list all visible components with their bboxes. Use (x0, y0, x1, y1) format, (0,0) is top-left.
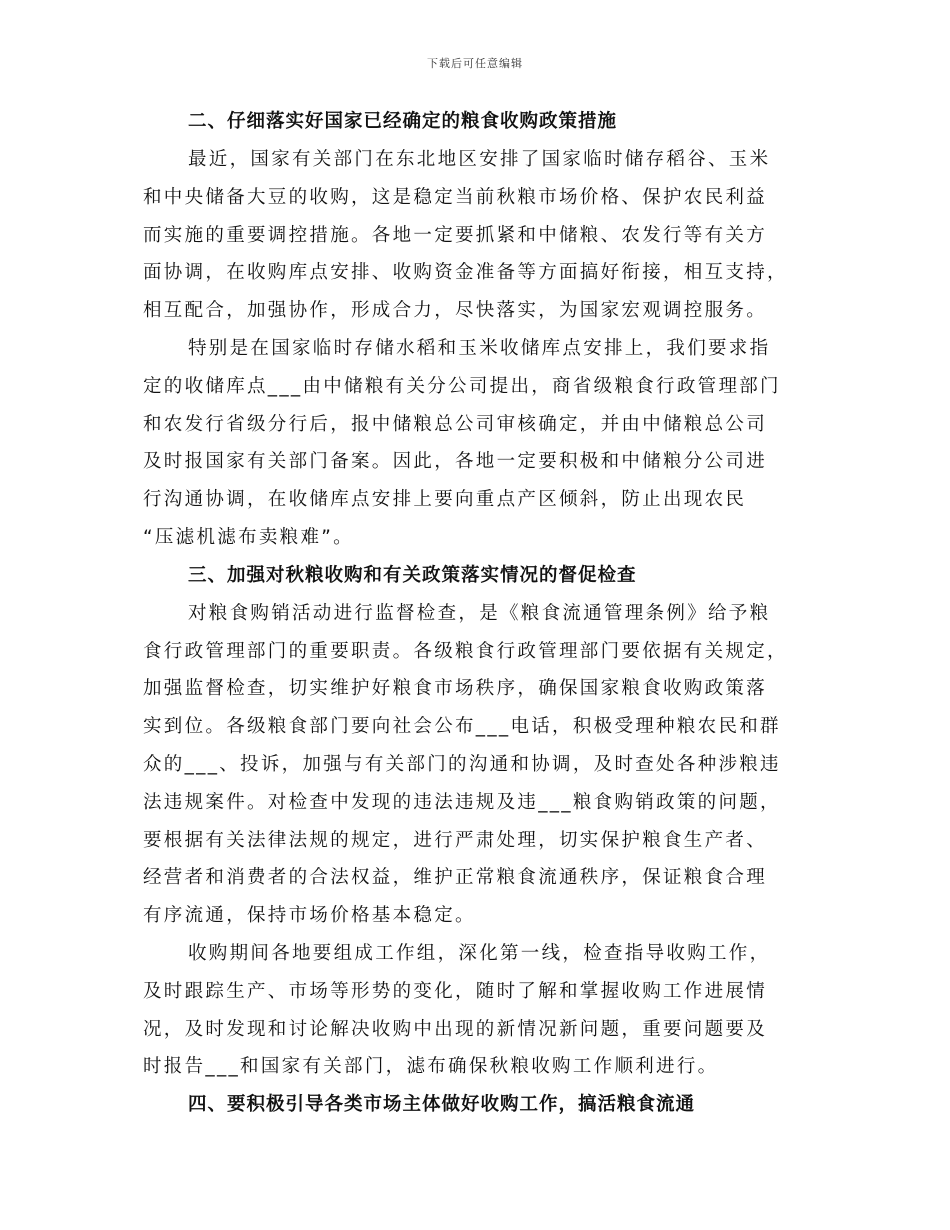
text-line: 定的收储库点___由中储粮有关分公司提出，商省级粮食行政管理部门 (143, 375, 781, 397)
text-line: “压滤机滤布卖粮难”。 (143, 526, 354, 548)
text-line: 相互配合，加强协作，形成合力，尽快落实，为国家宏观调控服务。 (143, 300, 768, 322)
text-line: 及时报国家有关部门备案。因此，各地一定要积极和中储粮分公司进 (143, 451, 768, 473)
text-line: 实到位。各级粮食部门要向社会公布___电话，积极受理种粮农民和群 (143, 716, 781, 738)
text-line: 要根据有关法律法规的规定，进行严肃处理，切实保护粮食生产者、 (143, 829, 768, 851)
paragraph (143, 595, 823, 935)
text-line: 法违规案件。对检查中发现的违法违规及违___粮食购销政策的问题， (143, 791, 781, 813)
text-line: 面协调，在收购库点安排、收购资金准备等方面搞好衔接，相互支持， (143, 262, 788, 284)
section-heading-3: 三、加强对秋粮收购和有关政策落实情况的督促检查 (188, 564, 637, 586)
text-line: 时报告___和国家有关部门，滤布确保秋粮收购工作顺利进行。 (143, 1056, 719, 1078)
text-line: 及时跟踪生产、市场等形势的变化，随时了解和掌握收购工作进展情 (143, 980, 768, 1002)
document-body (143, 103, 823, 1124)
text-line: 有序流通，保持市场价格基本稳定。 (143, 905, 476, 927)
paragraph (143, 141, 823, 330)
text-line: 而实施的重要调控措施。各地一定要抓紧和中储粮、农发行等有关方 (143, 224, 768, 246)
text-line: 收购期间各地要组成工作组，深化第一线，检查指导收购工作， (188, 942, 771, 964)
section-heading-2: 二、仔细落实好国家已经确定的粮食收购政策措施 (188, 111, 618, 132)
text-line: 特别是在国家临时存储水稻和玉米收储库点安排上，我们要求指 (188, 337, 771, 359)
text-line: 经营者和消费者的合法权益，维护正常粮食流通秩序，保证粮食合理 (143, 867, 768, 889)
section-heading-4: 四、要积极引导各类市场主体做好收购工作，搞活粮食流通 (188, 1094, 696, 1116)
text-line: 和中央储备大豆的收购，这是稳定当前秋粮市场价格、保护农民利益 (143, 186, 768, 208)
text-line: 行沟通协调，在收储库点安排上要向重点产区倾斜，防止出现农民 (143, 489, 747, 511)
paragraph (143, 330, 823, 557)
text-line: 食行政管理部门的重要职责。各级粮食行政管理部门要依据有关规定， (143, 640, 788, 662)
text-line: 和农发行省级分行后，报中储粮总公司审核确定，并由中储粮总公司 (143, 413, 768, 435)
page-header: 下载后可任意编辑 (427, 57, 523, 70)
text-line: 对粮食购销活动进行监督检查，是《粮食流通管理条例》给予粮 (188, 602, 771, 624)
text-line: 况，及时发现和讨论解决收购中出现的新情况新问题，重要问题要及 (143, 1018, 768, 1040)
text-line: 众的___、投诉，加强与有关部门的沟通和协调，及时查处各种涉粮违 (143, 753, 781, 775)
text-line: 最近，国家有关部门在东北地区安排了国家临时储存稻谷、玉米 (188, 149, 771, 170)
text-line: 加强监督检查，切实维护好粮食市场秩序，确保国家粮食收购政策落 (143, 678, 768, 700)
paragraph (143, 935, 823, 1086)
